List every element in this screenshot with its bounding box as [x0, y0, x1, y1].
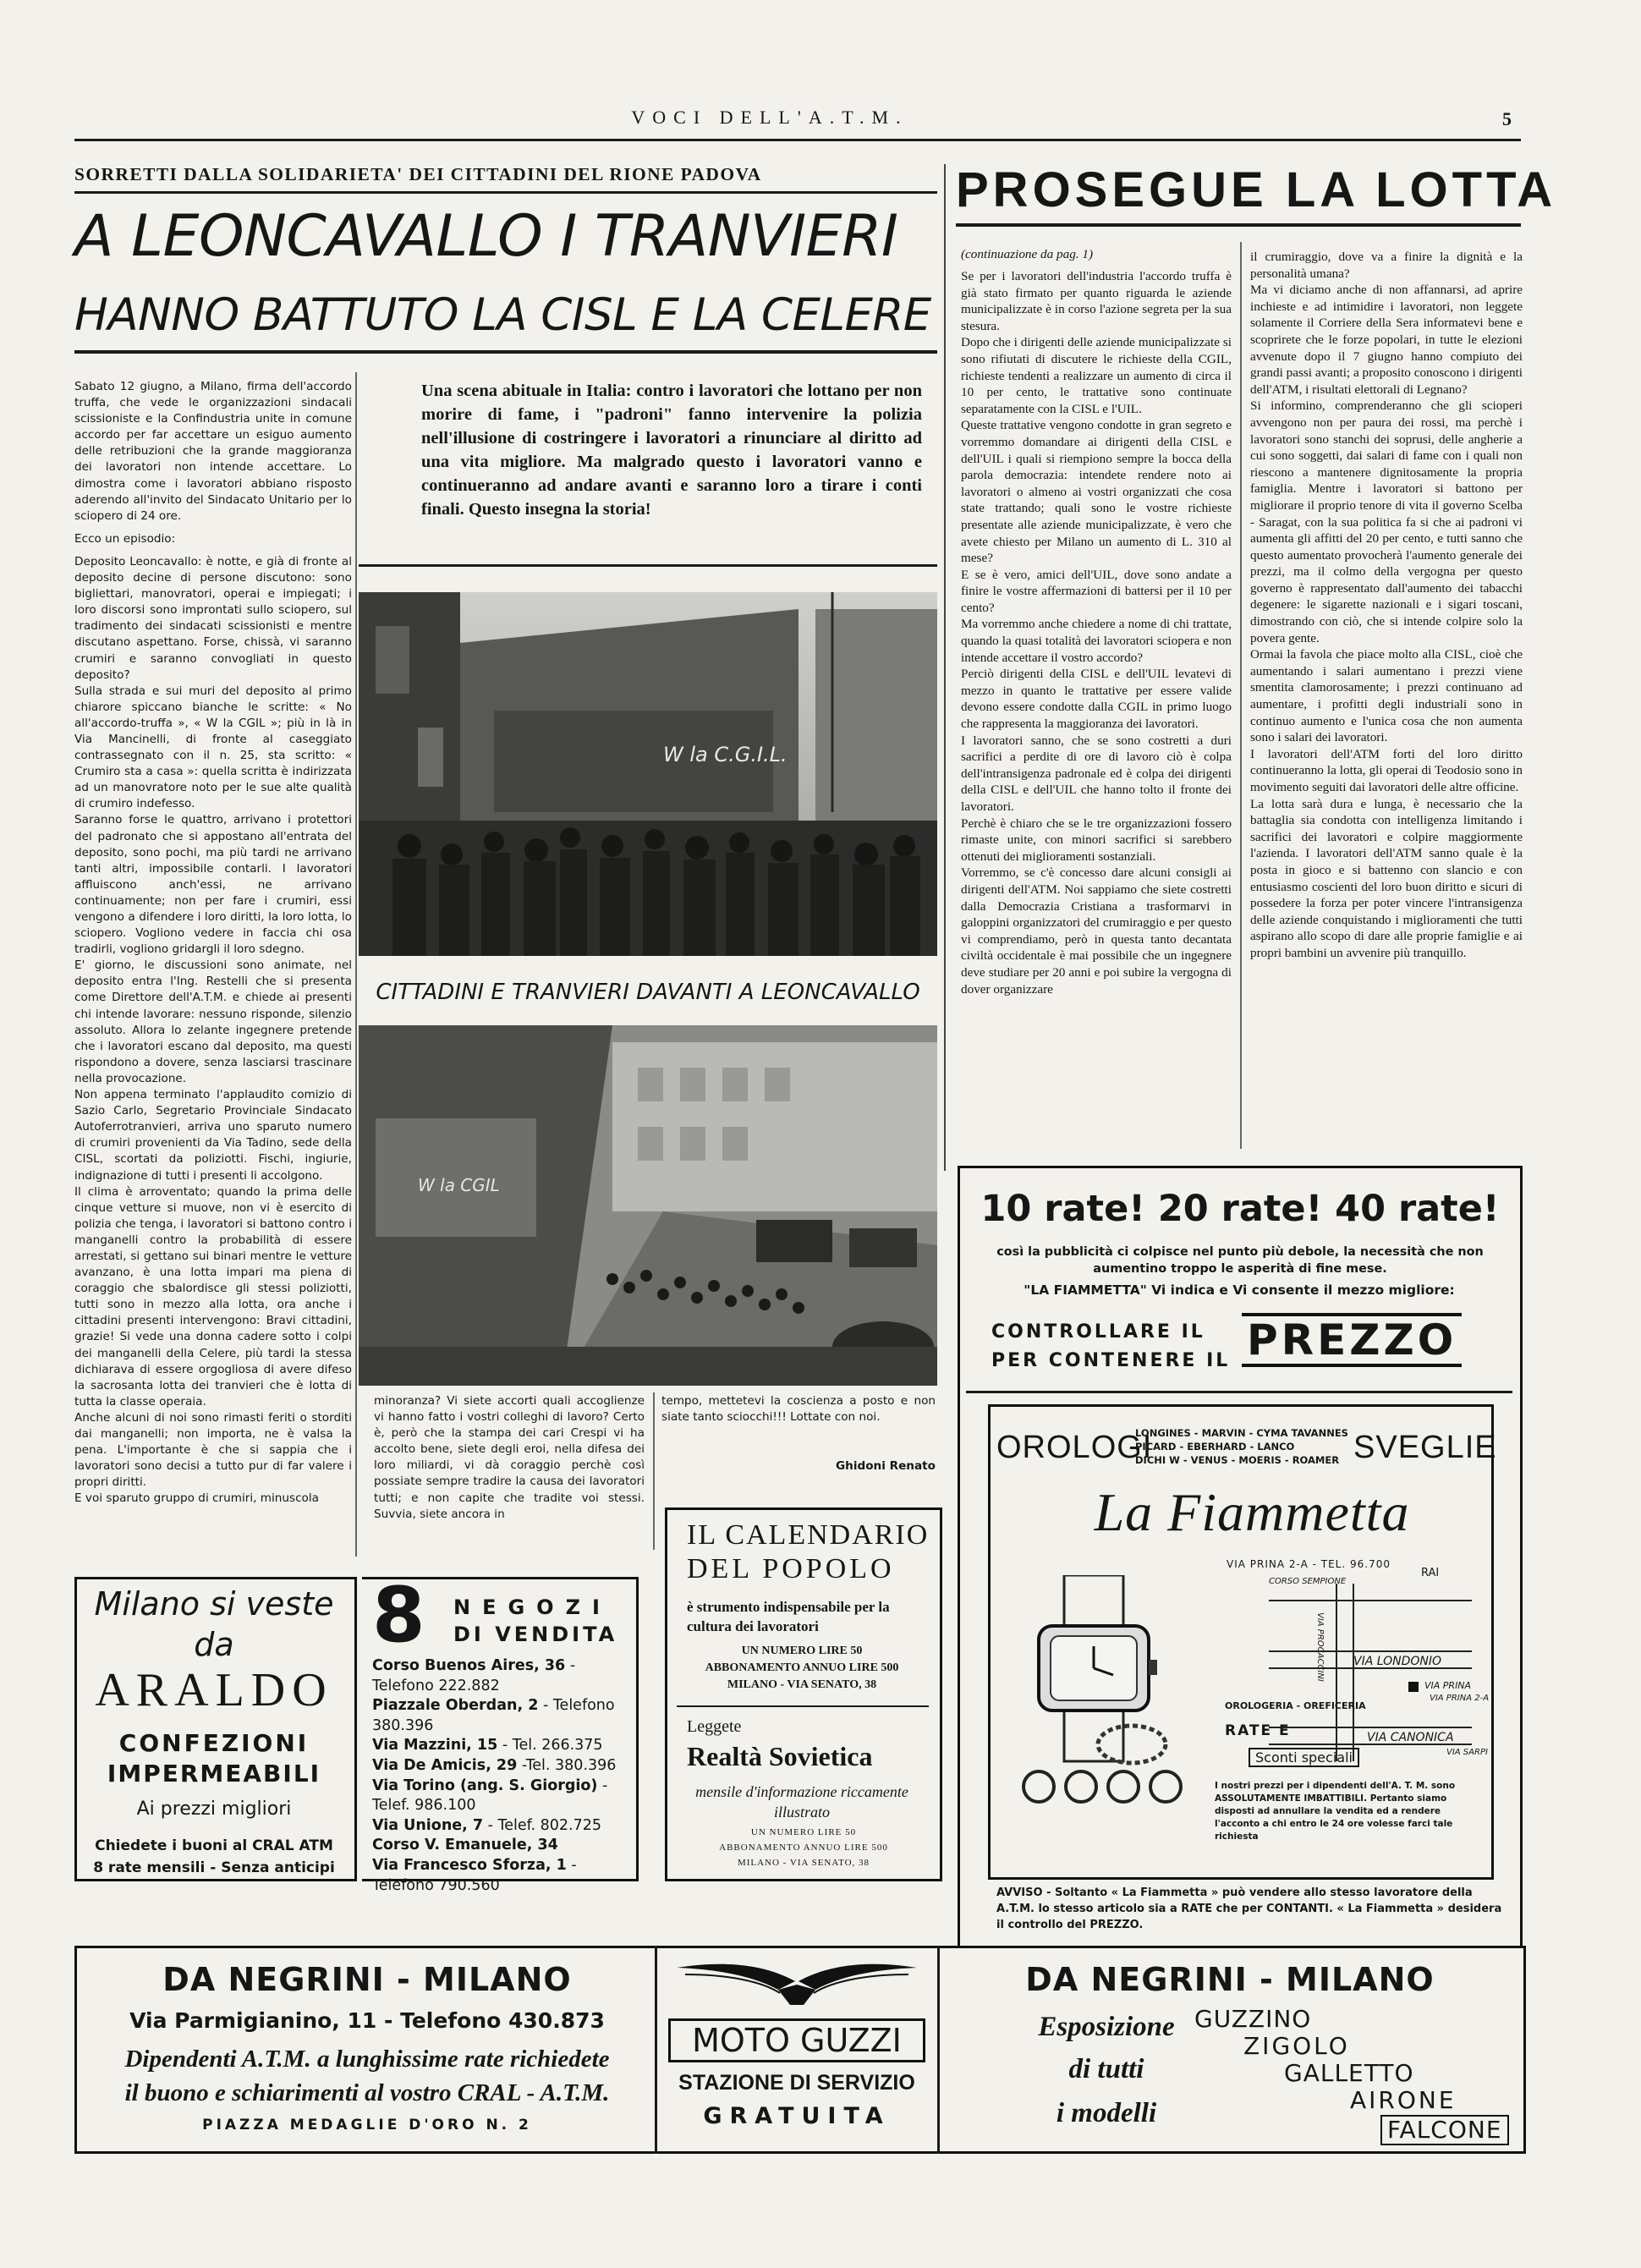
negrini-right-title: DA NEGRINI - MILANO [1025, 1961, 1435, 1998]
right-article-column-a [961, 268, 1232, 1151]
column-divider [1240, 242, 1242, 1149]
svg-text:W la C.G.I.L.: W la C.G.I.L. [663, 743, 788, 766]
fiammetta-inner-rule [966, 1391, 1512, 1393]
shop-name: Via Unione, 7 [372, 1816, 484, 1834]
calendario-price-2: ABBONAMENTO ANNUO LIRE 500 [705, 1661, 899, 1674]
model-falcone: FALCONE [1380, 2115, 1509, 2145]
calendario-title-1: IL CALENDARIO [687, 1519, 930, 1551]
paragraph: La lotta sarà dura e lunga, è necessario che la battaglia sia condotta con intelligenza limitando i sacrifici dei lavoratori e colpire maggiormente l'azienda. I lavoratori dell'ATM sanno quale è la posta in gioco e si battenno con slancio e con entusiasmo coscienti del loro buon diritto e sicuri di possedere la forza per poter vincere l'intransigenza delle aziende conquistando i miglioramenti che tutti aspirano allo scopo di dare alle proprie famiglie e ai propri bambini un avvenire più tranquillo. [1250, 796, 1523, 960]
calendario-price-1: UN NUMERO LIRE 50 [741, 1645, 863, 1657]
watch-icon [1005, 1575, 1216, 1812]
moto-guzzi-stazione: STAZIONE DI SERVIZIO [678, 2071, 915, 2095]
calendario-sub: è strumento indispensabile per la cultura dei lavoratori [687, 1599, 890, 1634]
araldo-impermeabili: IMPERMEABILI [107, 1760, 321, 1787]
araldo-brand: ARALDO [95, 1664, 333, 1716]
shop-tel: - Telef. 802.725 [483, 1816, 602, 1834]
running-title: VOCI DELL'A.T.M. [631, 107, 908, 128]
paragraph: Queste trattative vengono condotte in gran segreto e vorremmo domandare ai dirigenti della CISL e dell'UIL i quali si riempiono sempre la bocca della parola democrazia: intendete rendere noto ai lavoratori o almeno ai vostri organizzati che cosa state trattando; quali sono le vostre richieste presentate alle aziende municipalizzate, è vero che avete chiesto per Milano un aumento di L. 310 al mese? [961, 418, 1232, 566]
shop-entry [372, 1856, 628, 1896]
shop-entry [372, 1696, 628, 1736]
model-guzzino: GUZZINO [1194, 2005, 1312, 2033]
headline-rule [74, 350, 937, 354]
paragraph: Ma vorremmo anche chiedere a nome di chi trattate, quando la quasi totalità dei lavoratori sciopera e non intende accettare il vostro accordo? [961, 617, 1232, 665]
fiammetta-brand-line: LONGINES - MARVIN - CYMA TAVANNES [1135, 1427, 1348, 1439]
shop-entry [372, 1816, 628, 1837]
model-galletto: GALLETTO [1284, 2059, 1414, 2087]
negozi-list [372, 1656, 628, 1896]
fiammetta-headline: 10 rate! 20 rate! 40 rate! [980, 1188, 1500, 1230]
shop-name: Via De Amicis, 29 [372, 1756, 518, 1774]
shop-tel: - Telefono 222.882 [372, 1657, 576, 1694]
realta-address: MILANO - VIA SENATO, 38 [737, 1858, 870, 1868]
fiammetta-orologi: OROLOGI [996, 1430, 1153, 1465]
header-rule [74, 139, 1521, 141]
standfirst-rule [359, 564, 937, 567]
right-article-column-b [1250, 249, 1523, 1150]
article-column-3-continued: tempo, mettetevi la coscienza a posto e non siate tanto sciocchi!!! Lottate con noi. [661, 1394, 936, 1425]
map-label: VIA PRINA [1424, 1680, 1472, 1691]
article-subheadline: HANNO BATTUTO LA CISL E LA CELERE [74, 289, 931, 341]
map-label: VIA CANONICA [1367, 1731, 1454, 1744]
article-signature: Ghidoni Renato [835, 1459, 936, 1473]
negozi-subtitle: DI VENDITA [453, 1623, 618, 1646]
fiammetta-note: I nostri prezzi per i dipendenti dell'A. T. M. sono ASSOLUTAMENTE IMBATTIBILI. Pertanto siamo disposti ad annullare la vendita ed a rendere l'acconto a chi entro le 24 ore volesse farci tale richiesta [1215, 1781, 1456, 1842]
realta-mensile: mensile d'informazione riccamente illustrato [695, 1783, 908, 1820]
paragraph: Sulla strada e sui muri del deposito al primo chiarore spiccano bianche le scritte: « No all'accordo-truffa », « W la CGIL »; più in là in Via Mancinelli, di fronte al caseggiato contrassegnato con il n. 25, sta scritto: « Crumiro sta a casa »: quella scritta è indirizzata ad un manovratore noto per le sue alte qualità di crumiro indefesso. [74, 684, 352, 811]
shop-tel: - Tel. 266.375 [497, 1737, 603, 1755]
paragraph: Dopo che i dirigenti delle aziende municipalizzate si sono rifiutati di discutere le richieste della CGIL, richieste tendenti a realizzare un aumento di circa il 10 per cento, le trattative sono continuate separatamente con la CISL e l'UIL. [961, 335, 1232, 416]
map-label: VIA PROCACCINI [1315, 1612, 1325, 1682]
shop-name: Corso Buenos Aires, 36 [372, 1657, 566, 1674]
shop-name: Via Francesco Sforza, 1 [372, 1856, 567, 1874]
fiammetta-prezzo: PREZZO [1242, 1313, 1462, 1367]
negrini-left-script-1: Dipendenti A.T.M. a lunghissime rate richiedete [124, 2046, 610, 2073]
model-airone: AIRONE [1350, 2086, 1457, 2114]
negrini-left-address: Via Parmigianino, 11 - Telefono 430.873 [129, 2008, 605, 2033]
araldo-line-1: Milano si veste [94, 1585, 334, 1623]
araldo-rate: 8 rate mensili - Senza anticipi [93, 1859, 335, 1876]
article-standfirst: Una scena abituale in Italia: contro i lavoratori che lottano per non morire di fame, i "padroni" fanno intervenire la polizia nell'illusione di costringere i lavoratori a rinunciare al diritto ad una vita migliore. Ma malgrado questo i lavoratori vanno e continueranno ad andare avanti e saranno loro a tirare i conti finali. Questo insegna la storia! [421, 382, 922, 519]
calendario-address: MILANO - VIA SENATO, 38 [727, 1678, 877, 1691]
article-column-2-continued: minoranza? Vi siete accorti quali accoglienze vi hanno fatto i vostri colleghi di lavoro? Certo è, però che la stampa dei cari Crespi vi ha accolto bene, siete degli eroi, nella difesa dei loro miliardi, vi dà coraggio perchè così possiate sempre tradire la causa dei lavoratori tutti; e non capite che tradite voi stessi. Suvvia, siete ancora in [374, 1394, 645, 1521]
negrini-right-script-2: di tutti [1068, 2054, 1144, 2084]
article-kicker: SORRETTI DALLA SOLIDARIETA' DEI CITTADINI DEL RIONE PADOVA [74, 164, 762, 184]
banner-divider [655, 1946, 657, 2154]
negrini-left-piazza: PIAZZA MEDAGLIE D'ORO N. 2 [202, 2117, 532, 2133]
svg-text:W la CGIL: W la CGIL [418, 1175, 500, 1195]
realta-title: Realtà Sovietica [687, 1741, 873, 1771]
continuation-note: (continuazione da pag. 1) [961, 247, 1094, 261]
fiammetta-slogan: "LA FIAMMETTA" Vi indica e Vi consente il mezzo migliore: [1024, 1282, 1455, 1298]
paragraph: Se per i lavoratori dell'industria l'accordo truffa è già stato firmato per quanto riguarda le aziende municipalizzate è in corso l'azione segreta per la sua stesura. [961, 269, 1232, 333]
model-zigolo: ZIGOLO [1243, 2032, 1350, 2060]
negrini-right-script-3: i modelli [1056, 2098, 1157, 2128]
fiammetta-brand-line: DICHI W - VENUS - MOERIS - ROAMER [1135, 1454, 1340, 1466]
paragraph: Ma vi diciamo anche di non affannarsi, ad aprire inchieste e ad intimidire i lavoratori, non leggete solamente il Corriere della Sera informatevi bene e scoprirete che le forze popolari, in tutte le elezioni avvenute dopo il 7 giugno hanno compiuto dei grandi passi avanti; a proposito conoscono i dirigenti dell'ATM, i risultati elettorali di Legnano? [1250, 283, 1523, 397]
shop-name: Corso V. Emanuele, 34 [372, 1837, 558, 1854]
map-label: VIA PRINA 2-A [1430, 1694, 1490, 1703]
realta-leggete: Leggete [687, 1717, 742, 1736]
paragraph: Non appena terminato l'applaudito comizio di Sazio Carlo, Segretario Provinciale Sindacato Autoferrotranvieri, arriva uno sparuto numero di crumiri provenienti da Via Tadino, sede della CISL, scortati da poliziotti. Fischi, ingiurie, indignazione di tutti i presenti li accolgono. [74, 1088, 352, 1183]
araldo-confezioni: CONFEZIONI [118, 1729, 310, 1757]
calendario-title-2: DEL POPOLO [687, 1553, 895, 1584]
banner-divider [937, 1946, 940, 2154]
paragraph: Perchè è chiaro che se le tre organizzazioni fossero rimaste unite, con minori sacrifici si sarebbero ottenuti dei miglioramenti sostanziali. [961, 815, 1232, 864]
article-headline: A LEONCAVALLO I TRANVIERI [74, 203, 898, 270]
paragraph: I lavoratori sanno, che se sono costretti a duri sacrifici a perdite di ore di lavoro ciò è colpa dell'intransigenza padronale ed è colpa dei dirigenti della CISL e dell'UIL che hanno tolto il fronte dei lavoratori. [961, 733, 1232, 814]
paragraph: E voi sparuto gruppo di crumiri, minuscola [74, 1491, 319, 1506]
shop-entry [372, 1656, 628, 1696]
paragraph: il crumiraggio, dove va a finire la dignità e la personalità umana? [1250, 250, 1523, 281]
paragraph: Si informino, comprenderanno che gli scioperi avvengono non per paura dei rossi, ma perchè i lavoratori sono stanchi dei soprusi, delle angherie a cui sono soggetti, dai salari di fame con i quali non riescono a mantenere dignitosamente la propria famiglia. Mentre i lavoratori si battono per migliorare il proprio tenore di vita il governo Scelba - Saragat, con la sua politica fa si che ai padroni vi aumenta gli affitti del 20 per cento, e tutti sanno che questo aumentato provocherà l'aumento generale dei prezzi, ma il colmo della vergogna per questo governo è rappresentato dall'aumento dei tabacchi degenere: le sigarette nazionali e i sigari toscani, dimostrando con ciò, che si intende colpire solo la povera gente. [1250, 398, 1523, 645]
fiammetta-address: VIA PRINA 2-A - TEL. 96.700 [1227, 1558, 1391, 1570]
realta-price-2: ABBONAMENTO ANNUO LIRE 500 [719, 1842, 888, 1853]
shop-tel: -Tel. 380.396 [517, 1756, 617, 1774]
fiammetta-rate: RATE E [1225, 1722, 1291, 1739]
paragraph: Il clima è arroventato; quando la prima delle cinque vetture si muove, non vi è esercito di polizia che tenga, i lavoratori si battono contro i manganelli contro la probabilità di essere arrestati, si gettano sui binari mentre le vetture avanzano, è una lotta impari ma piena di coraggio che sbalordisce gli stessi poliziotti, tutti sono in mezzo alla lotta, ora anche i cittadini presenti intervengono: Bravi cittadini, grazie! Si vede una donna cadere sotto i colpi dei manganelli della Celere, più tardi la stessa dichiarava di essere orgogliosa di avere difeso la sacrosanta lotta dei tranvieri che è lotta di tutta la classe operaia. [74, 1184, 352, 1409]
column-divider [653, 1392, 655, 1550]
realta-price-1: UN NUMERO LIRE 50 [750, 1827, 857, 1837]
shop-tel: - Telefono 790.560 [372, 1856, 577, 1894]
kicker-rule [74, 191, 937, 194]
fiammetta-sconti: Sconti speciali [1249, 1748, 1359, 1767]
map-label: CORSO SEMPIONE [1269, 1577, 1347, 1586]
shop-entry [372, 1777, 628, 1816]
fiammetta-brand-line: PICARD - EBERHARD - LANCO [1135, 1441, 1295, 1453]
photo-street-image [359, 1025, 937, 1386]
fiammetta-contenere: PER CONTENERE IL [991, 1350, 1231, 1371]
paragraph: I lavoratori dell'ATM forti del loro diritto continueranno la lotta, gli operai di Teodosio sono in movimento seguiti dai lavoratori delle altre officine. [1250, 746, 1523, 794]
photo-caption: CITTADINI E TRANVIERI DAVANTI A LEONCAVALLO [376, 980, 920, 1005]
column-divider [355, 372, 357, 1557]
fiammetta-shop-type: OROLOGERIA - OREFICERIA [1225, 1700, 1366, 1711]
paragraph: Saranno forse le quattro, arrivano i protettori del padronato che si appostano all'entrata del deposito, sono pochi, ma più tardi ne arrivano tanti altri, impossibile contarli. I lavoratori affluiscono anch'essi, ne arrivano continuamente; non per fare i crumiri, essi vengono a difendere i loro diritti, la loro lotta, lo sciopero. Vogliono vedere in faccia chi osa tradirli, vogliono gridargli il loro sdegno. [74, 813, 352, 957]
photo-crowd-depot [359, 592, 937, 956]
shop-tel: - Telefono 380.396 [372, 1697, 615, 1734]
fiammetta-logo: La Fiammetta [1094, 1482, 1410, 1542]
paragraph: Deposito Leoncavallo: è notte, e già di fronte al deposito decine di persone discutono: sono bigliettari, manovratori, operai e impiegati; i loro discorsi sono improntati sullo sciopero, sul tradimento dei sindacati scissionisti e mentre discutano aspettano. Forse, chissà, vi saranno crumiri e saranno convogliati in questo deposito? [74, 554, 352, 682]
page-number: 5 [1502, 108, 1512, 129]
araldo-prezzi: Ai prezzi migliori [136, 1798, 292, 1820]
map-label: RAI [1421, 1567, 1440, 1579]
shop-entry [372, 1756, 628, 1777]
shop-name: Via Mazzini, 15 [372, 1737, 498, 1755]
right-headline-rule [956, 223, 1521, 227]
eagle-logo-icon [668, 1956, 925, 2013]
paragraph: Sabato 12 giugno, a Milano, firma dell'accordo truffa, che vede le organizzazioni sindacali scissioniste e la Confindustria unite in comune accordo per far accettare un esiguo aumento delle retribuzioni che la grande maggioranza dei lavoratori non intende accettare. Lo dimostra come i lavoratori abbiano risposto aderendo all'invito del Sindacato Unitario per lo sciopero di 24 ore. [74, 380, 352, 523]
shop-entry [372, 1836, 628, 1856]
photo-crowd-image [359, 592, 937, 956]
paragraph: Perciò dirigenti della CISL e dell'UIL levatevi di mezzo in quanto le trattative per essere valide devono essere condotte dalla CGIL in primo luogo che rappresenta la maggioranza dei lavoratori. [961, 667, 1232, 732]
shop-tel: - Telef. 986.100 [372, 1777, 608, 1815]
article-column-1 [74, 379, 352, 1560]
fiammetta-controllare: CONTROLLARE IL [991, 1321, 1205, 1343]
moto-guzzi-eagle [668, 1956, 925, 2013]
moto-guzzi-brand: MOTO GUZZI [668, 2018, 925, 2062]
watch-illustration [1005, 1575, 1216, 1812]
map-label: VIA LONDONIO [1353, 1655, 1442, 1668]
shop-entry [372, 1736, 628, 1756]
araldo-buoni: Chiedete i buoni al CRAL ATM [95, 1837, 333, 1854]
negrini-right-script-1: Esposizione [1038, 2012, 1175, 2042]
paragraph: Vorremmo, se c'è concesso dare alcuni consigli ai dirigenti dell'ATM. Noi sappiamo che siete costretti dalla Democrazia Cristiana a trasformarvi in galoppini organizzatori del crumiraggio e per questo vi comprendiamo, però in questa tanto decantata civiltà occidentale è mai possibile che un ingegnere deve studiare per 20 anni e poi subire la vergogna di dover organizzare [961, 865, 1232, 997]
section-divider [944, 164, 946, 1171]
moto-guzzi-gratuita: GRATUITA [703, 2103, 891, 2129]
fiammetta-intro: così la pubblicità ci colpisce nel punto più debole, la necessità che non aumentino troppo le asperità di fine mese. [996, 1245, 1484, 1276]
fiammetta-brands [1135, 1426, 1348, 1467]
fiammetta-sveglie: SVEGLIE [1353, 1430, 1497, 1465]
photo-street-scene [359, 1025, 937, 1386]
paragraph: Ormai la favola che piace molto alla CISL, cioè che aumentando i salari aumentano i prezzi viene smentita clamorosamente; i prezzi continuano ad aumentare, i profitti degli industriali sono in continuo aumento e l'unica cosa che non aumenta sono i salari dei lavoratori. [1250, 647, 1523, 745]
right-article-headline: PROSEGUE LA LOTTA [956, 162, 1557, 217]
shop-name: Via Torino (ang. S. Giorgio) [372, 1777, 598, 1794]
araldo-line-2: da [194, 1626, 234, 1663]
paragraph: E' giorno, le discussioni sono animate, nel deposito entra l'Ing. Restelli che si presenta come Direttore dell'A.T.M. e chiede ai presenti chi intende lavorare: nessuno risponde, silenzio assoluto. Allora lo zelante ingegnere pretende che i lavoratori escano dal deposito, ma questi rispondono a dovere, senza lasciarsi trascinare nella provocazione. [74, 958, 352, 1085]
paragraph: Anche alcuni di noi sono rimasti feriti o storditi dai manganelli; non importa, ne è valsa la pena. L'importante è che si sappia che i lavoratori sono decisi a tutto pur di far valere i propri diritti. [74, 1410, 352, 1490]
calendario-rule [677, 1705, 929, 1707]
negrini-left-title: DA NEGRINI - MILANO [162, 1961, 572, 1998]
paragraph: Ecco un episodio: [74, 531, 176, 546]
paragraph: E se è vero, amici dell'UIL, dove sono andate a finire le vostre affermazioni di battersi per il 10 per cento? [961, 567, 1232, 615]
negrini-left-script-2: il buono e schiarimenti al vostro CRAL - A.T.M. [124, 2079, 610, 2106]
negozi-title: NEGOZI [453, 1595, 612, 1619]
map-label: VIA SARPI [1446, 1748, 1488, 1757]
negozi-number: 8 [372, 1571, 425, 1660]
fiammetta-avviso: AVVISO - Soltanto « La Fiammetta » può vendere allo stesso lavoratore della A.T.M. lo stesso articolo sia a RATE che per CONTANTI. « La Fiammetta » desidera il controllo del PREZZO. [996, 1886, 1502, 1931]
shop-name: Piazzale Oberdan, 2 [372, 1697, 539, 1715]
